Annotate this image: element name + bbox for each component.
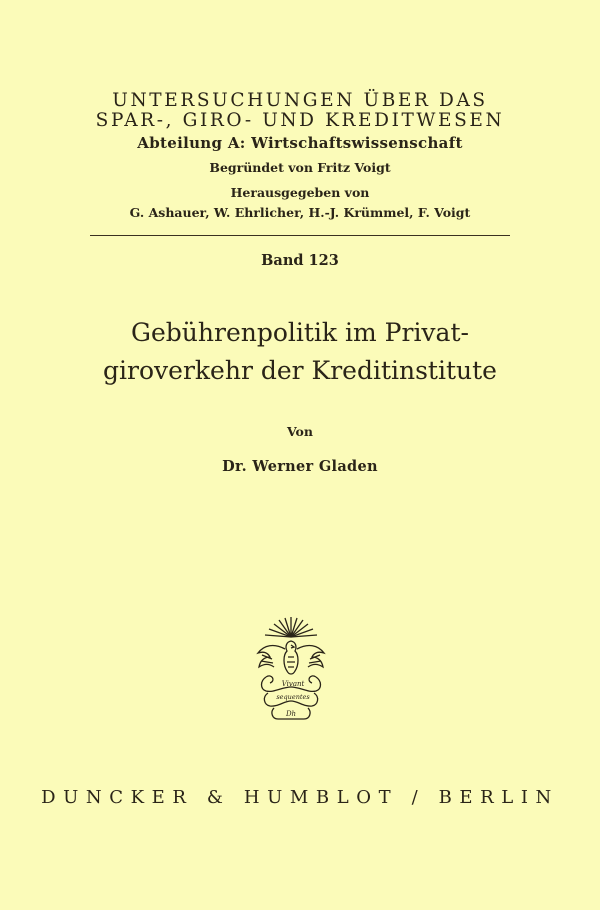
by-label: Von (287, 424, 313, 439)
publisher-imprint: DUNCKER & HUMBLOT / BERLIN (41, 787, 559, 808)
horizontal-rule (90, 235, 510, 236)
eagle-publisher-emblem-icon (252, 615, 330, 723)
series-title-line-1: UNTERSUCHUNGEN ÜBER DAS (112, 90, 488, 111)
editors-label: Herausgegeben von (230, 185, 370, 200)
book-title-line-2: giroverkehr der Kreditinstitute (103, 356, 497, 385)
emblem-motto-line-3: Dh (285, 710, 297, 718)
series-division: Abteilung A: Wirtschaftswissenschaft (137, 134, 463, 152)
series-founder: Begründet von Fritz Voigt (209, 160, 391, 175)
volume-number: Band 123 (261, 252, 339, 269)
series-title-line-2: SPAR-, GIRO- UND KREDITWESEN (95, 110, 505, 131)
emblem-motto-line-1: Vivant (281, 680, 305, 688)
editors-names: G. Ashauer, W. Ehrlicher, H.-J. Krümmel, F. Voigt (129, 205, 471, 220)
author-name: Dr. Werner Gladen (222, 458, 378, 475)
book-title-line-1: Gebührenpolitik im Privat- (131, 318, 469, 347)
emblem-motto-line-2: sequentes (276, 693, 310, 701)
book-title (0, 314, 600, 390)
